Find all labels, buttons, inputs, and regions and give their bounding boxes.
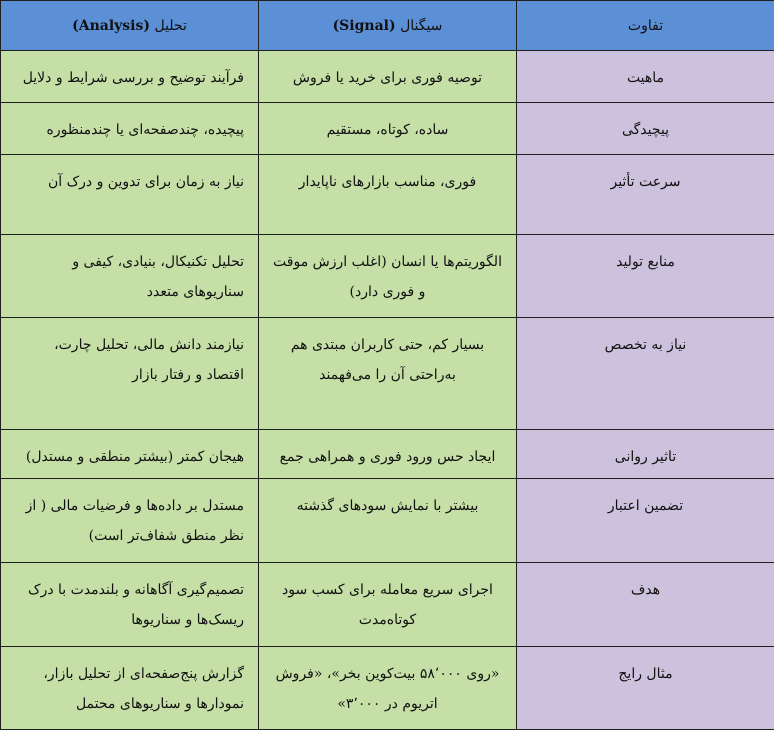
table-row <box>1 479 774 563</box>
signal-cell: الگوریتم‌ها یا انسان (اغلب ارزش موقت و فوری دارد) <box>259 235 517 318</box>
row-label: منابع تولید <box>517 235 774 318</box>
header-signal-english: (Signal) <box>333 18 396 34</box>
table-row <box>1 103 774 155</box>
row-label: تضمین اعتبار <box>517 479 774 563</box>
row-label: سرعت تأثیر <box>517 155 774 235</box>
analysis-cell: پیچیده، چندصفحه‌ای یا چندمنظوره <box>1 103 259 155</box>
table-row <box>1 318 774 430</box>
header-analysis <box>1 1 259 51</box>
signal-cell: بسیار کم، حتی کاربران مبتدی هم به‌راحتی آن را می‌فهمند <box>259 318 517 430</box>
row-label: نیاز به تخصص <box>517 318 774 430</box>
table-row <box>1 647 774 730</box>
analysis-cell: گزارش پنج‌صفحه‌ای از تحلیل بازار، نمودارها و سناریوهای محتمل <box>1 647 259 730</box>
signal-cell: فوری، مناسب بازارهای ناپایدار <box>259 155 517 235</box>
analysis-cell: نیازمند دانش مالی، تحلیل چارت، اقتصاد و رفتار بازار <box>1 318 259 430</box>
header-analysis-label: تحلیل <box>154 18 186 34</box>
analysis-cell: هیجان کمتر (بیشتر منطقی و مستدل) <box>1 430 259 479</box>
analysis-cell: تصمیم‌گیری آگاهانه و بلندمدت با درک ریسک‌ها و سناریوها <box>1 563 259 647</box>
analysis-cell: فرآیند توضیح و بررسی شرایط و دلایل <box>1 51 259 103</box>
table-row <box>1 51 774 103</box>
signal-cell: اجرای سریع معامله برای کسب سود کوتاه‌مدت <box>259 563 517 647</box>
analysis-cell: تحلیل تکنیکال، بنیادی، کیفی و سناریوهای متعدد <box>1 235 259 318</box>
table-row <box>1 430 774 479</box>
row-label: تاثیر روانی <box>517 430 774 479</box>
header-signal <box>259 1 517 51</box>
header-difference: تفاوت <box>517 1 774 51</box>
signal-cell: توصیه فوری برای خرید یا فروش <box>259 51 517 103</box>
analysis-cell: مستدل بر داده‌ها و فرضیات مالی ( از نظر منطق شفاف‌تر است) <box>1 479 259 563</box>
row-label: هدف <box>517 563 774 647</box>
table-row <box>1 563 774 647</box>
header-signal-label: سیگنال <box>400 18 442 34</box>
table-row <box>1 235 774 318</box>
row-label: ماهیت <box>517 51 774 103</box>
analysis-cell: نیاز به زمان برای تدوین و درک آن <box>1 155 259 235</box>
table-row <box>1 155 774 235</box>
header-analysis-english: (Analysis) <box>72 18 150 34</box>
signal-cell: ایجاد حس ورود فوری و همراهی جمع <box>259 430 517 479</box>
signal-cell: «روی ۵۸٬۰۰۰ بیت‌کوین بخر»، «فروش اتریوم در ۳٬۰۰۰» <box>259 647 517 730</box>
row-label: پیچیدگی <box>517 103 774 155</box>
signal-cell: بیشتر با نمایش سودهای گذشته <box>259 479 517 563</box>
row-label: مثال رایج <box>517 647 774 730</box>
signal-cell: ساده، کوتاه، مستقیم <box>259 103 517 155</box>
table-header-row <box>1 1 774 51</box>
